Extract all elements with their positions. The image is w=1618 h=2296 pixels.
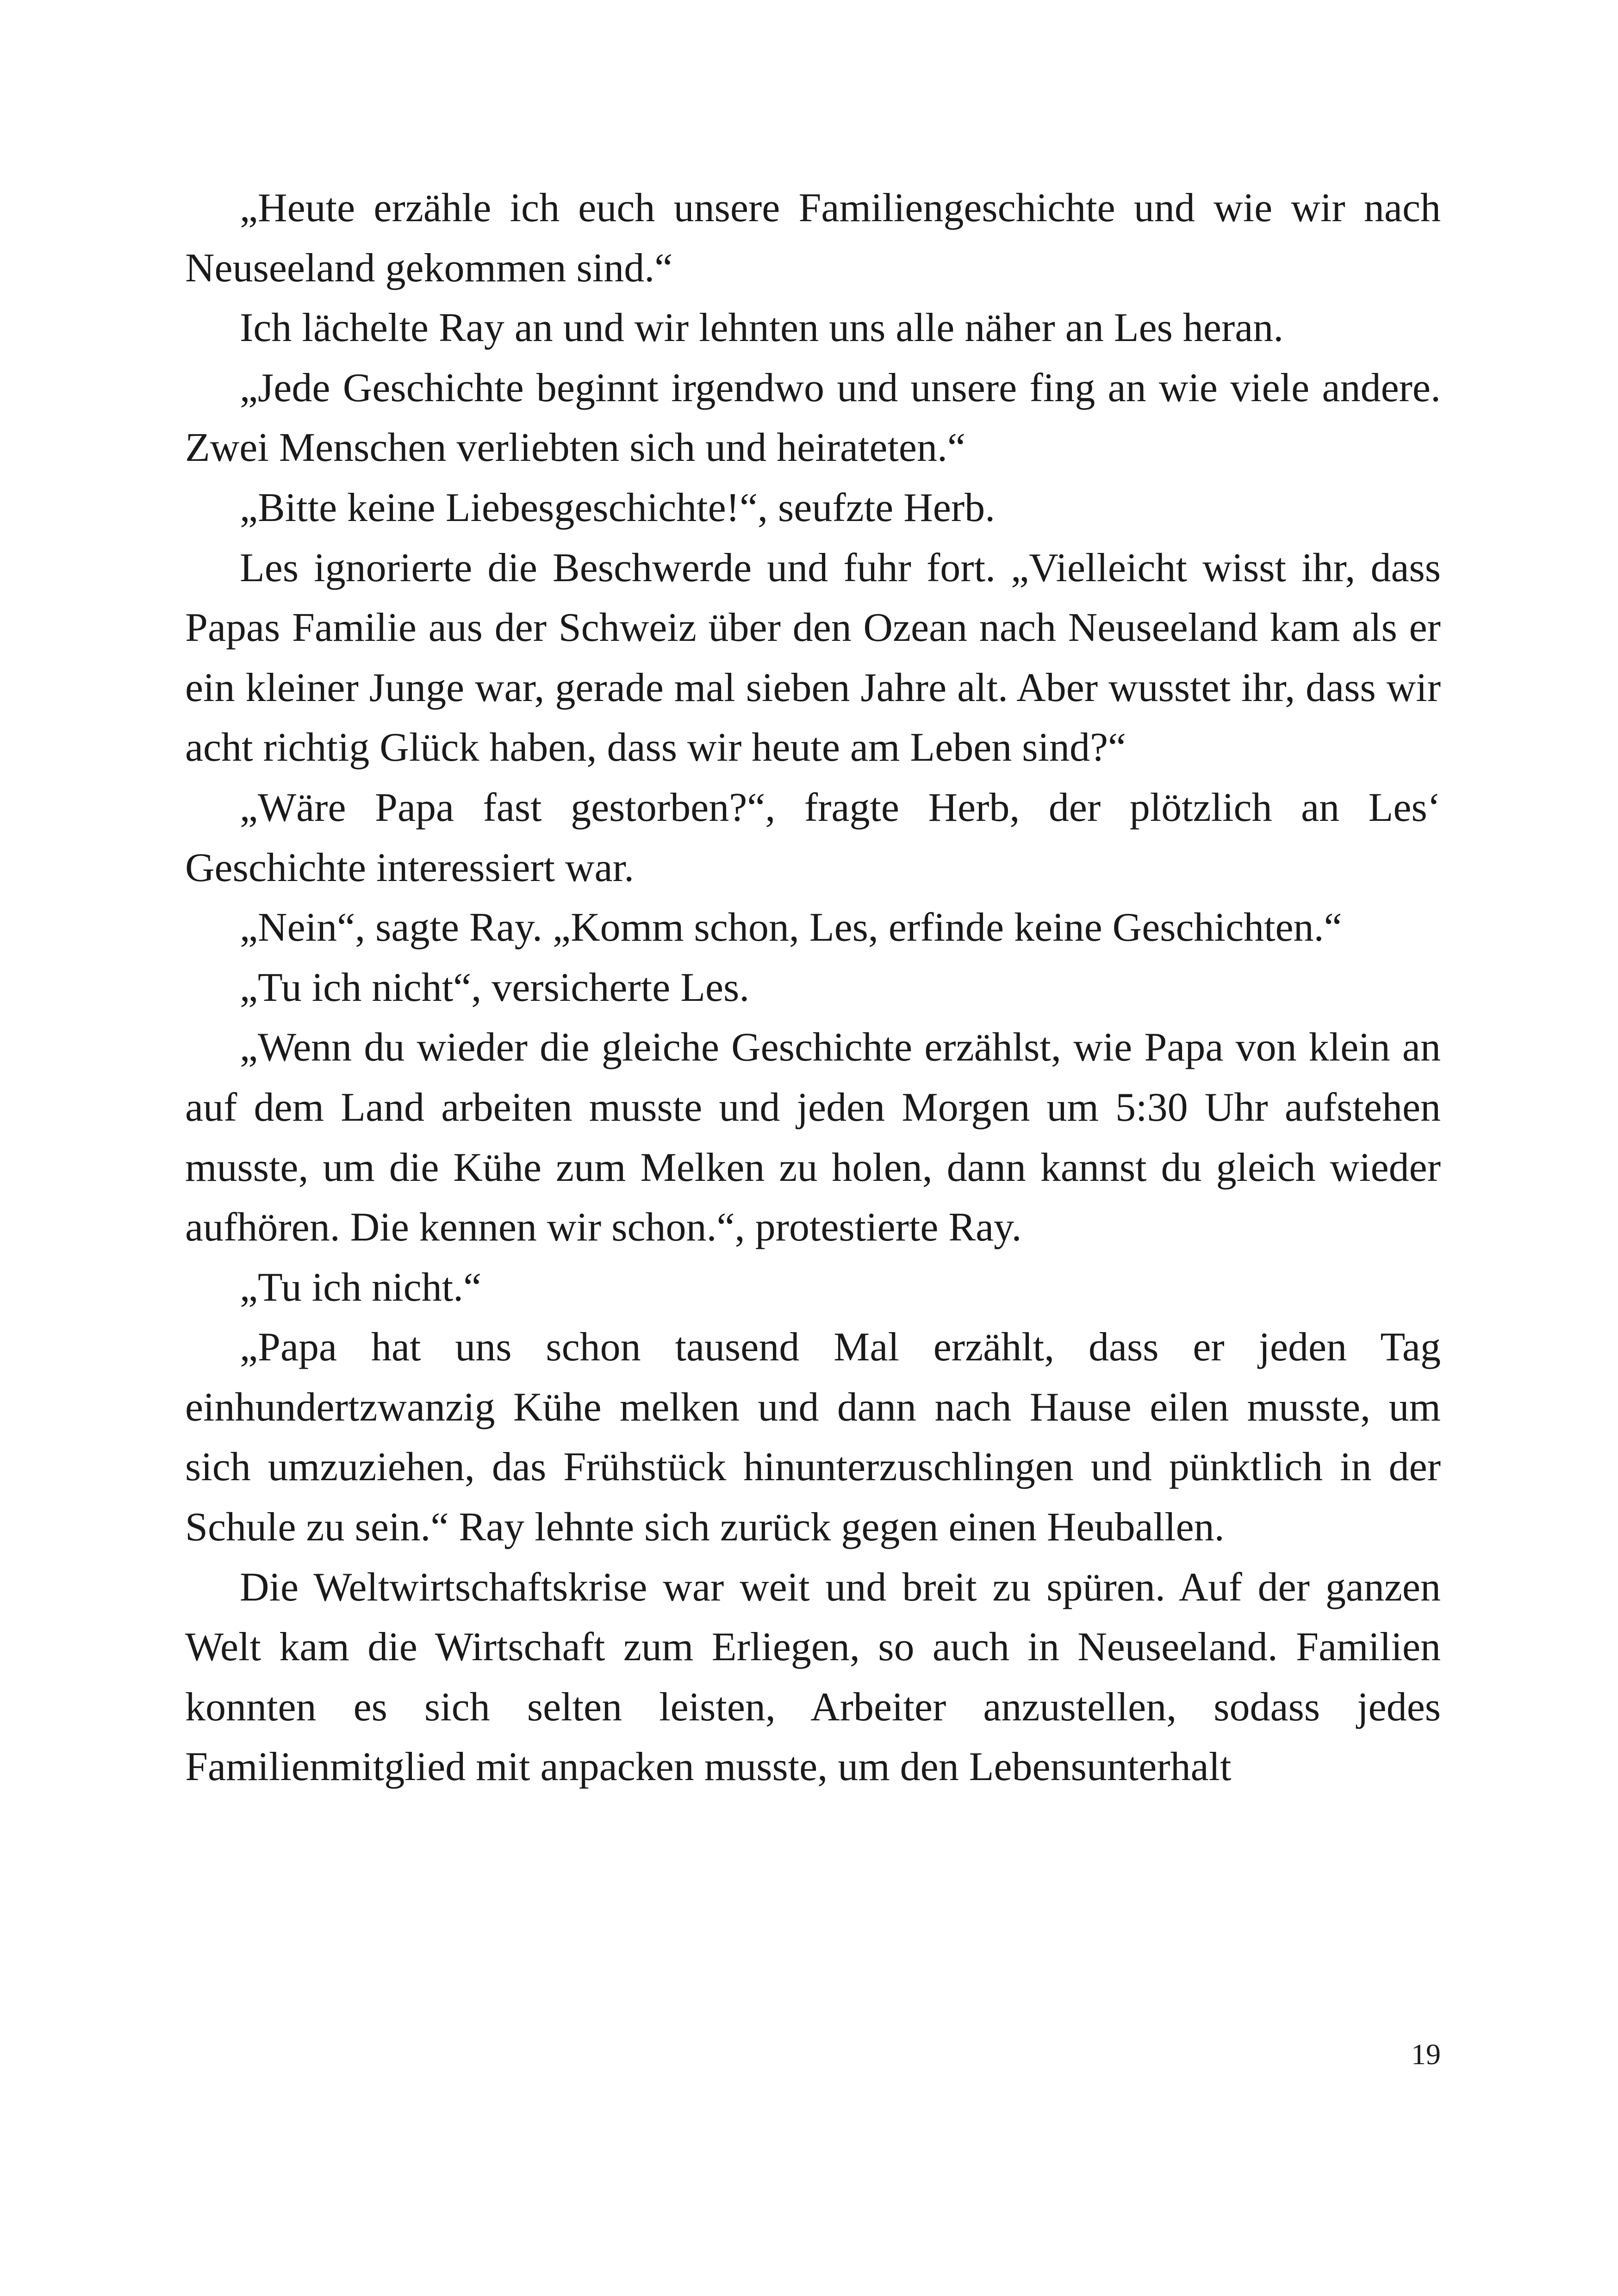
paragraph: Die Weltwirtschaftskrise war weit und breit zu spüren. Auf der ganzen Welt kam die Wirtschaft zum Erliegen, so auch in Neuseeland. Familien konnten es sich selten leisten, Arbeiter anzustellen, sodass jedes Familienmitglied mit anpacken musste, um den Lebensunterhalt <box>185 1564 1441 1790</box>
paragraph: „Nein“, sagte Ray. „Komm schon, Les, erfinde keine Geschichten.“ <box>240 905 1342 950</box>
paragraph: „Wäre Papa fast gestorben?“, fragte Herb, der plötzlich an Les‘ Geschichte interessiert war. <box>185 785 1441 890</box>
paragraph: „Papa hat uns schon tausend Mal erzählt, dass er jeden Tag einhundertzwanzig Kühe melken und dann nach Hause eilen musste, um sich umzuziehen, das Frühstück hinunterzuschlingen und pünktlich in der Schule zu sein.“ Ray lehnte sich zurück gegen einen Heuballen. <box>185 1325 1441 1550</box>
paragraph: „Bitte keine Liebesgeschichte!“, seufzte Herb. <box>240 485 996 530</box>
page-number: 19 <box>1411 2038 1441 2071</box>
paragraph: „Wenn du wieder die gleiche Geschichte erzählst, wie Papa von klein an auf dem Land arbeiten musste und jeden Morgen um 5:30 Uhr aufstehen musste, um die Kühe zum Melken zu holen, dann kannst du gleich wieder aufhören. Die kennen wir schon.“, protestierte Ray. <box>185 1025 1441 1250</box>
paragraph: „Tu ich nicht“, versicherte Les. <box>240 965 750 1010</box>
paragraph: Ich lächelte Ray an und wir lehnten uns alle näher an Les heran. <box>240 305 1284 351</box>
paragraph: „Jede Geschichte beginnt irgendwo und unsere fing an wie viele andere. Zwei Menschen verliebten sich und heirateten.“ <box>185 365 1441 471</box>
body-text <box>185 178 1441 1797</box>
paragraph: „Heute erzähle ich euch unsere Familiengeschichte und wie wir nach Neuseeland gekommen sind.“ <box>185 186 1441 291</box>
paragraph: Les ignorierte die Beschwerde und fuhr fort. „Vielleicht wisst ihr, dass Papas Familie aus der Schweiz über den Ozean nach Neuseeland kam als er ein kleiner Junge war, gerade mal sieben Jahre alt. Aber wusstet ihr, dass wir acht richtig Glück haben, dass wir heute am Leben sind?“ <box>185 545 1441 770</box>
paragraph: „Tu ich nicht.“ <box>240 1265 482 1310</box>
